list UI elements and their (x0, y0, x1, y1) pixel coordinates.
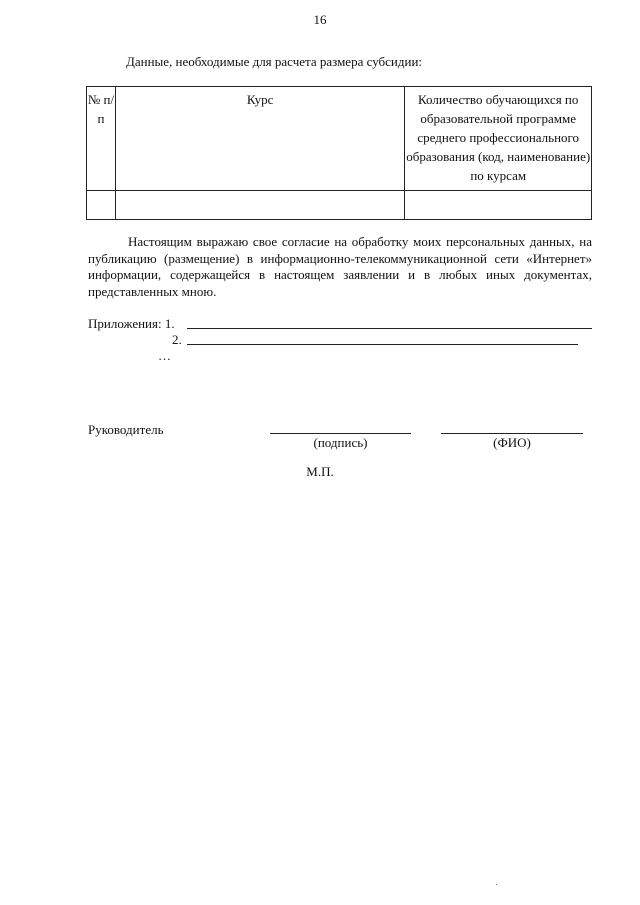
attachment-item-1-number: 1. (164, 316, 175, 331)
table-row (87, 191, 592, 220)
signature-caption: (подпись) (313, 435, 368, 450)
scan-artifact (496, 884, 497, 885)
signature-line[interactable] (270, 433, 411, 434)
section-heading: Данные, необходимые для расчета размера субсидии: (126, 54, 423, 69)
cell-number[interactable] (87, 191, 116, 220)
full-name-caption: (ФИО) (493, 435, 531, 450)
attachment-2-line[interactable] (187, 344, 578, 345)
attachment-1-line[interactable] (187, 328, 592, 329)
cell-student-count[interactable] (405, 191, 592, 220)
header-student-count: Количество обучающихся по образовательной программе среднего профессионального образования (код, наименование) по курсам (405, 87, 592, 191)
page-number: 16 (313, 12, 327, 27)
header-course: Курс (115, 87, 405, 191)
manager-label: Руководитель (88, 422, 164, 437)
attachments-label (88, 316, 175, 332)
attachments-label-text: Приложения: (88, 316, 162, 331)
full-name-line[interactable] (441, 433, 583, 434)
consent-paragraph: Настоящим выражаю свое согласие на обработку моих персональных данных, на публикацию (размещение) в информационно-телекоммуникационной сети «Интернет» информации, содержащейся в настоящем заявлении и в любых иных документах, представленных мною. (88, 234, 592, 299)
subsidy-data-table (86, 86, 592, 220)
attachments-ellipsis: … (158, 348, 172, 363)
stamp-placeholder: М.П. (306, 464, 334, 479)
table-header-row (87, 87, 592, 191)
header-number: № п/п (87, 87, 116, 191)
attachment-item-2-number: 2. (172, 332, 182, 347)
cell-course[interactable] (115, 191, 405, 220)
